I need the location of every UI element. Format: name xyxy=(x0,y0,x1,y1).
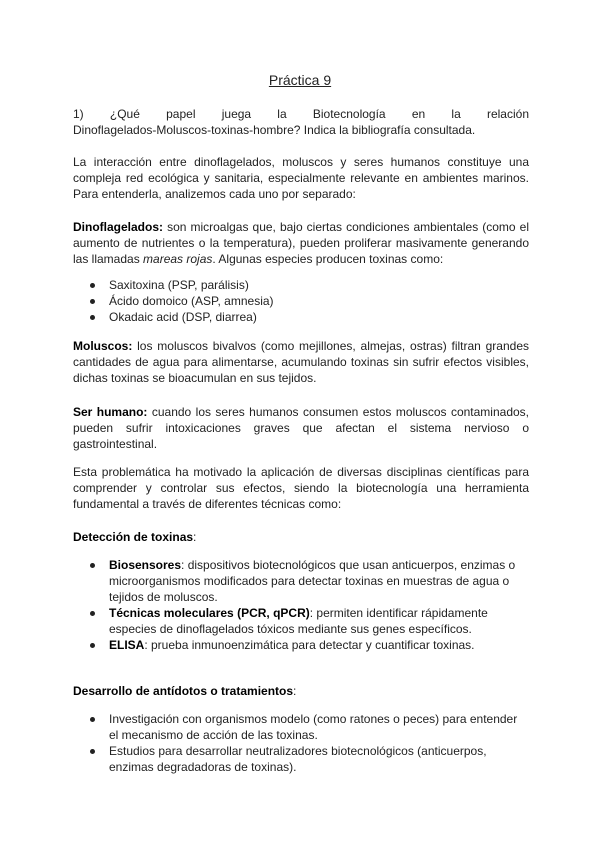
tecnicas-moleculares-text: : permiten identificar rápidamente especies de dinoflagelados tóxicos mediante sus genes específicos. xyxy=(109,606,488,636)
humano-paragraph xyxy=(73,404,529,452)
list-item: Ácido domoico (ASP, amnesia) xyxy=(73,293,529,309)
toxin-list xyxy=(73,277,529,325)
list-item: Saxitoxina (PSP, parálisis) xyxy=(73,277,529,293)
list-item: Estudios para desarrollar neutralizadores biotecnológicos (anticuerpos, enzimas degradadoras de toxinas). xyxy=(73,743,529,775)
question-line-2: Dinoflagelados-Moluscos-toxinas-hombre? Indica la bibliografía consultada. xyxy=(73,123,476,137)
antidotos-heading-text: Desarrollo de antídotos o tratamientos xyxy=(73,684,294,698)
moluscos-text: los moluscos bivalvos (como mejillones, almejas, ostras) filtran grandes cantidades de agua para alimentarse, acumulando toxinas sin sufrir efectos visibles, dichas toxinas se bioacumulan en sus tejidos. xyxy=(73,339,529,385)
mareas-rojas-term: mareas rojas xyxy=(143,252,213,266)
antidotos-heading xyxy=(73,683,296,699)
list-item xyxy=(73,637,529,653)
intro-paragraph: La interacción entre dinoflagelados, moluscos y seres humanos constituye una compleja red ecológica y sanitaria, especialmente relevante en ambientes marinos. Para entenderla, analizemos cada uno por separado: xyxy=(73,155,529,201)
dinoflagelados-label: Dinoflagelados: xyxy=(73,220,164,234)
elisa-text: : prueba inmunoenzimática para detectar y cuantificar toxinas. xyxy=(144,638,475,652)
question-line-1: 1) ¿Qué papel juega la Biotecnología en la relación xyxy=(73,107,529,121)
humano-text: cuando los seres humanos consumen estos moluscos contaminados, pueden sufrir intoxicaciones graves que afectan el sistema nervioso o gastrointestinal. xyxy=(73,405,529,451)
humano-label: Ser humano: xyxy=(73,405,148,419)
list-item: Okadaic acid (DSP, diarrea) xyxy=(73,309,529,325)
dinoflagelados-text: son microalgas que, bajo ciertas condiciones ambientales (como el aumento de nutrientes o la temperatura), pueden proliferar masivamente generando las llamadas xyxy=(73,220,529,266)
dinoflagelados-paragraph xyxy=(73,219,529,267)
moluscos-paragraph xyxy=(73,338,529,386)
problematica-paragraph: Esta problemática ha motivado la aplicación de diversas disciplinas científicas para comprender y controlar sus efectos, siendo la biotecnología una herramienta fundamental a través de diferentes técnicas como: xyxy=(73,465,529,511)
list-item: Investigación con organismos modelo (como ratones o peces) para entender el mecanismo de acción de las toxinas. xyxy=(73,711,529,743)
list-item xyxy=(73,557,529,605)
moluscos-label: Moluscos: xyxy=(73,339,133,353)
deteccion-heading-colon: : xyxy=(193,530,197,544)
deteccion-heading xyxy=(73,529,196,545)
antidotos-list xyxy=(73,711,529,775)
page-title: Práctica 9 xyxy=(268,72,332,88)
elisa-label: ELISA xyxy=(109,638,145,652)
dinoflagelados-text-end: . Algunas especies producen toxinas como: xyxy=(212,252,444,266)
antidotos-heading-colon: : xyxy=(293,684,297,698)
biosensores-label: Biosensores xyxy=(109,558,182,572)
deteccion-list xyxy=(73,557,529,653)
list-item xyxy=(73,605,529,637)
tecnicas-moleculares-label: Técnicas moleculares (PCR, qPCR) xyxy=(109,606,310,620)
biosensores-text: : dispositivos biotecnológicos que usan anticuerpos, enzimas o microorganismos modificados para detectar toxinas en muestras de agua o tejidos de moluscos. xyxy=(109,558,516,604)
deteccion-heading-text: Detección de toxinas xyxy=(73,530,194,544)
